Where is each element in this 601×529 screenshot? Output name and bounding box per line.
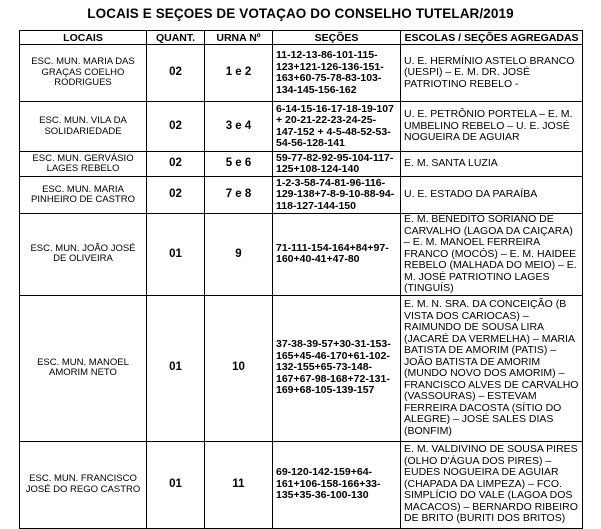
cell-quant: 02 [147, 177, 205, 214]
cell-urna: 10 [205, 295, 273, 441]
cell-local: ESC. MUN. MANOEL AMORIM NETO [20, 295, 147, 441]
table-row [20, 45, 583, 102]
header-urna: URNA Nº [205, 31, 273, 45]
table-row [20, 152, 583, 177]
cell-local: ESC. MUN. MARIA DAS GRAÇAS COELHO RODRIGUES [20, 45, 147, 102]
polling-locations-table [19, 30, 583, 529]
cell-local: ESC. MUN. MARIA PINHEIRO DE CASTRO [20, 177, 147, 214]
table-row [20, 177, 583, 214]
cell-urna: 9 [205, 214, 273, 296]
cell-secoes: 59-77-82-92-95-104-117-125+108-124-140 [273, 152, 401, 177]
page-title: LOCAIS E SEÇOES DE VOTAÇAO DO CONSELHO TUTELAR/2019 [87, 6, 514, 21]
header-quant: QUANT. [147, 31, 205, 45]
cell-local: ESC. MUN. FRANCISCO JOSÉ DO REGO CASTRO [20, 441, 147, 528]
cell-secoes: 1-2-3-58-74-81-96-116-129-138+7-8-9-10-88-94-118-127-144-150 [273, 177, 401, 214]
cell-urna: 7 e 8 [205, 177, 273, 214]
cell-local: ESC. MUN. GERVÁSIO LAGES REBELO [20, 152, 147, 177]
header-escolas: ESCOLAS / SEÇÕES AGREGADAS [401, 31, 583, 45]
header-secoes: SEÇÕES [273, 31, 401, 45]
cell-urna: 3 e 4 [205, 102, 273, 152]
cell-quant: 01 [147, 295, 205, 441]
cell-secoes: 37-38-39-57+30-31-153-165+45-46-170+61-102-132-155+65-73-148-167+67-98-168+72-131-169+68-105-139-157 [273, 295, 401, 441]
table-header-row [20, 31, 583, 45]
cell-secoes: 69-120-142-159+64-161+106-158-166+33-135+35-36-100-130 [273, 441, 401, 528]
cell-escolas: E. M. SANTA LUZIA [401, 152, 583, 177]
cell-urna: 11 [205, 441, 273, 528]
cell-escolas: U. E. HERMÍNIO ASTELO BRANCO (UESPI) – E. M. DR. JOSÉ PATRIOTINO REBELO - [401, 45, 583, 102]
cell-secoes: 11-12-13-86-101-115-123+121-126-136-151-163+60-75-78-83-103-134-145-156-162 [273, 45, 401, 102]
header-locais: LOCAIS [20, 31, 147, 45]
cell-escolas: E. M. BENEDITO SORIANO DE CARVALHO (LAGOA DA CAIÇARA) – E. M. MANOEL FERREIRA FRANCO (MOCÓS) – E. M. HAIDEE REBELO (MALHADA DO MEIO) – E. M. JOSÉ PATRIOTINO LAGES (TINGUÍS) [401, 214, 583, 296]
cell-escolas: E. M. N. SRA. DA CONCEIÇÃO (B VISTA DOS CARIOCAS) – RAIMUNDO DE SOUSA LIRA (JACARÉ DA VERMELHA) – MARIA BATISTA DE AMORIM (PATIS) – JOÃO BATISTA DE AMORIM (MUNDO NOVO DOS AMORIM) – FRANCISCO ALVES DE CARVALHO (VASSOURAS) – ESTEVAM FERREIRA DACOSTA (SÍTIO DO ALEGRE) – JOSÉ SALES DIAS (BONFIM) [401, 295, 583, 441]
cell-quant: 02 [147, 102, 205, 152]
cell-urna: 1 e 2 [205, 45, 273, 102]
table-row [20, 295, 583, 441]
cell-quant: 02 [147, 152, 205, 177]
cell-escolas: E. M. VALDIVINO DE SOUSA PIRES (OLHO D'ÁGUA DOS PIRES) – EUDES NOGUEIRA DE AGUIAR (CHAPADA DA LIMPEZA) – FCO. SIMPLÍCIO DO VALE (LAGOA DOS MACACOS) – BERNARDO RIBEIRO DE BRITO (BURITI DOS BRITOS) [401, 441, 583, 528]
cell-secoes: 6-14-15-16-17-18-19-107 + 20-21-22-23-24-25-147-152 + 4-5-48-52-53-54-56-128-141 [273, 102, 401, 152]
cell-quant: 01 [147, 214, 205, 296]
cell-escolas: U. E. ESTADO DA PARAÍBA [401, 177, 583, 214]
cell-quant: 02 [147, 45, 205, 102]
table-row [20, 214, 583, 296]
cell-quant: 01 [147, 441, 205, 528]
cell-urna: 5 e 6 [205, 152, 273, 177]
cell-local: ESC. MUN. VILA DA SOLIDARIEDADE [20, 102, 147, 152]
cell-escolas: U. E. PETRÔNIO PORTELA – E. M. UMBELINO REBELO – U. E. JOSÉ NOGUEIRA DE AGUIAR [401, 102, 583, 152]
cell-local: ESC. MUN. JOÃO JOSÉ DE OLIVEIRA [20, 214, 147, 296]
table-row [20, 102, 583, 152]
cell-secoes: 71-111-154-164+84+97-160+40-41+47-80 [273, 214, 401, 296]
table-row [20, 441, 583, 528]
